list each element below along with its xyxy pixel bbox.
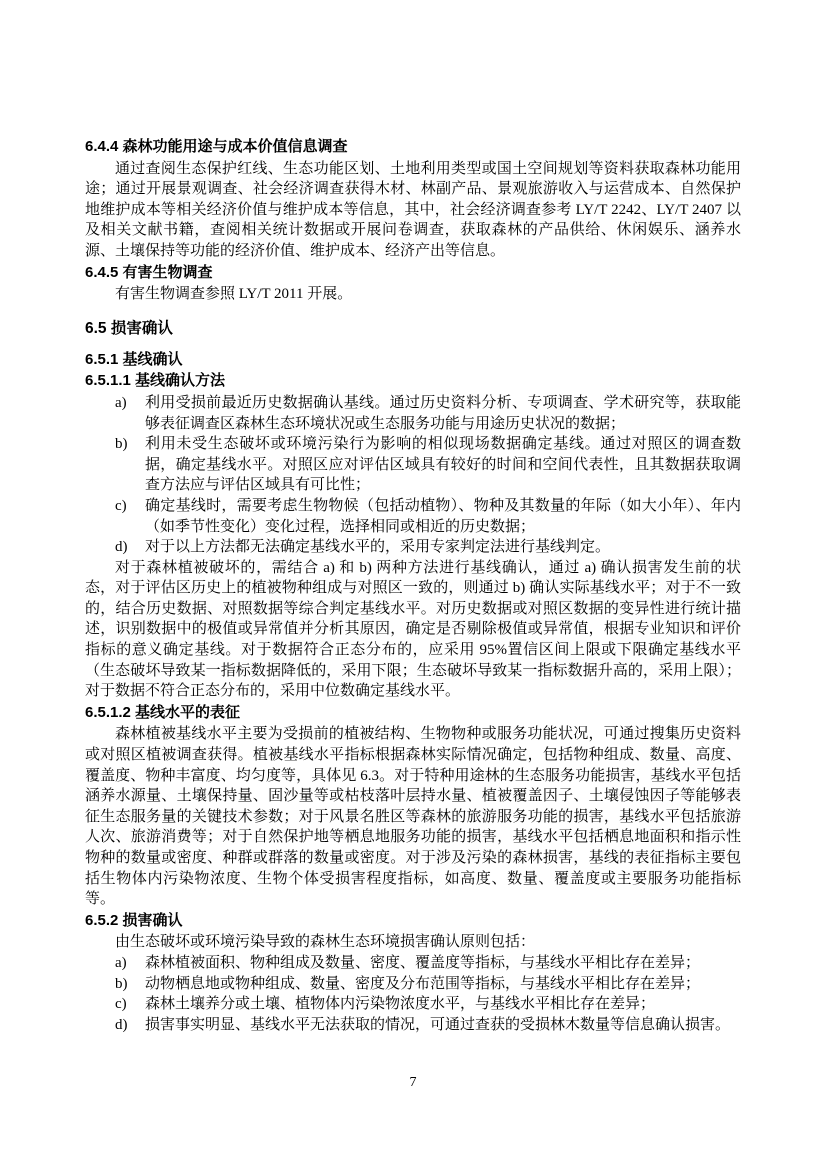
page-number: 7 — [409, 1075, 417, 1090]
list-item-label: c) — [115, 497, 127, 514]
list-item-label: a) — [115, 954, 127, 971]
list-item-text: 森林植被面积、物种组成及数量、密度、覆盖度等指标，与基线水平相比存在差异； — [145, 954, 701, 971]
heading-6-5: 6.5 损害确认 — [85, 319, 173, 337]
heading-6-5-1-2: 6.5.1.2 基线水平的表征 — [85, 703, 241, 721]
document-content — [85, 136, 741, 1035]
list-item-c — [115, 994, 741, 1015]
list-item-b — [115, 434, 741, 496]
list-item-text: 损害事实明显、基线水平无法获取的情况，可通过查获的受损林木数量等信息确认损害。 — [145, 1016, 731, 1033]
heading-6-5-2: 6.5.2 损害确认 — [85, 911, 183, 929]
paragraph-6-4-5: 有害生物调查参照 LY/T 2011 开展。 — [115, 286, 353, 303]
paragraph-6-5-2-intro: 由生态破坏或环境污染导致的森林生态环境损害确认原则包括： — [115, 934, 536, 951]
page-footer — [0, 1075, 826, 1091]
list-item-text: 确定基线时，需要考虑生物物候（包括动植物）、物种及其数量的年际（如大小年）、年内（如季节性变化）变化过程，选择相同或相近的历史数据； — [145, 497, 741, 535]
list-baseline-methods — [85, 393, 741, 558]
list-damage-confirmation — [85, 953, 741, 1035]
paragraph-6-5-1-1: 对于森林植被破坏的，需结合 a) 和 b) 两种方法进行基线确认，通过 a) 确认损害发生前的状态，对于评估区历史上的植被物种组成与对照区一致的，则通过 b) 确认实际基线水平；对于不一致的，结合历史数据、对照数据等综合判定基线水平。对历史数据或对照区数据的变异性进行统计描述，识别数据中的极值或异常值并分析其原因，确定是否剔除极值或异常值，根据专业知识和评价指标的意义确定基线。对于数据符合正态分布的，应采用 95%置信区间上限或下限确定基线水平（生态破坏导致某一指标数据降低的，采用下限；生态破坏导致某一指标数据升高的，采用上限）；对于数据不符合正态分布的，采用中位数确定基线水平。 — [85, 559, 741, 700]
list-item-a — [115, 953, 741, 974]
list-item-text: 利用未受生态破坏或环境污染行为影响的相似现场数据确定基线。通过对照区的调查数据，确定基线水平。对照区应对评估区域具有较好的时间和空间代表性，且其数据获取调查方法应与评估区域具有可比性； — [145, 436, 741, 494]
list-item-label: b) — [115, 975, 128, 992]
list-item-label: c) — [115, 996, 127, 1013]
list-item-text: 对于以上方法都无法确定基线水平的，采用专家判定法进行基线判定。 — [145, 539, 611, 556]
heading-6-4-4: 6.4.4 森林功能用途与成本价值信息调查 — [85, 138, 348, 155]
list-item-label: d) — [115, 1016, 128, 1033]
list-item-d — [115, 1015, 741, 1036]
list-item-label: a) — [115, 394, 127, 411]
list-item-text: 森林土壤养分或土壤、植物体内污染物浓度水平，与基线水平相比存在差异； — [145, 996, 656, 1013]
heading-6-5-1-1: 6.5.1.1 基线确认方法 — [85, 372, 226, 390]
list-item-text: 利用受损前最近历史数据确认基线。通过历史资料分析、专项调查、学术研究等，获取能够表征调查区森林生态环境状况或生态服务功能与用途历史状况的数据； — [145, 394, 741, 432]
paragraph-6-5-1-2: 森林植被基线水平主要为受损前的植被结构、生物物种或服务功能状况，可通过搜集历史资料或对照区植被调查获得。植被基线水平指标根据森林实际情况确定，包括物种组成、数量、高度、覆盖度、物种丰富度、均匀度等，具体见 6.3。对于特种用途林的生态服务功能损害，基线水平包括涵养水源量、土壤保持量、固沙量等或枯枝落叶层持水量、植被覆盖因子、土壤侵蚀因子等能够表征生态服务量的关键技术参数；对于风景名胜区等森林的旅游服务功能的损害，基线水平包括旅游人次、旅游消费等；对于自然保护地等栖息地服务功能的损害，基线水平包括栖息地面积和指示性物种的数量或密度、种群或群落的数量或密度。对于涉及污染的森林损害，基线的表征指标主要包括生物体内污染物浓度、生物个体受损害程度指标，如高度、数量、覆盖度或主要服务功能指标等。 — [85, 726, 741, 908]
list-item-text: 动物栖息地或物种组成、数量、密度及分布范围等指标，与基线水平相比存在差异； — [145, 975, 701, 992]
heading-6-4-5: 6.4.5 有害生物调查 — [85, 263, 213, 281]
list-item-b — [115, 974, 741, 995]
heading-6-5-1: 6.5.1 基线确认 — [85, 350, 183, 368]
list-item-d — [115, 537, 741, 558]
list-item-label: d) — [115, 539, 128, 556]
paragraph-6-4-4: 通过查阅生态保护红线、生态功能区划、土地利用类型或国土空间规划等资料获取森林功能用途；通过开展景观调查、社会经济调查获得木材、林副产品、景观旅游收入与运营成本、自然保护地维护成本等相关经济价值与维护成本等信息，其中，社会经济调查参考 LY/T 2242、LY/T 2407 以及相关文献书籍，查阅相关统计数据或开展问卷调查，获取森林的产品供给、休闲娱乐、涵养水源、土壤保持等功能的经济价值、维护成本、经济产出等信息。 — [85, 160, 741, 259]
list-item-c — [115, 496, 741, 537]
list-item-label: b) — [115, 436, 128, 453]
list-item-a — [115, 393, 741, 434]
